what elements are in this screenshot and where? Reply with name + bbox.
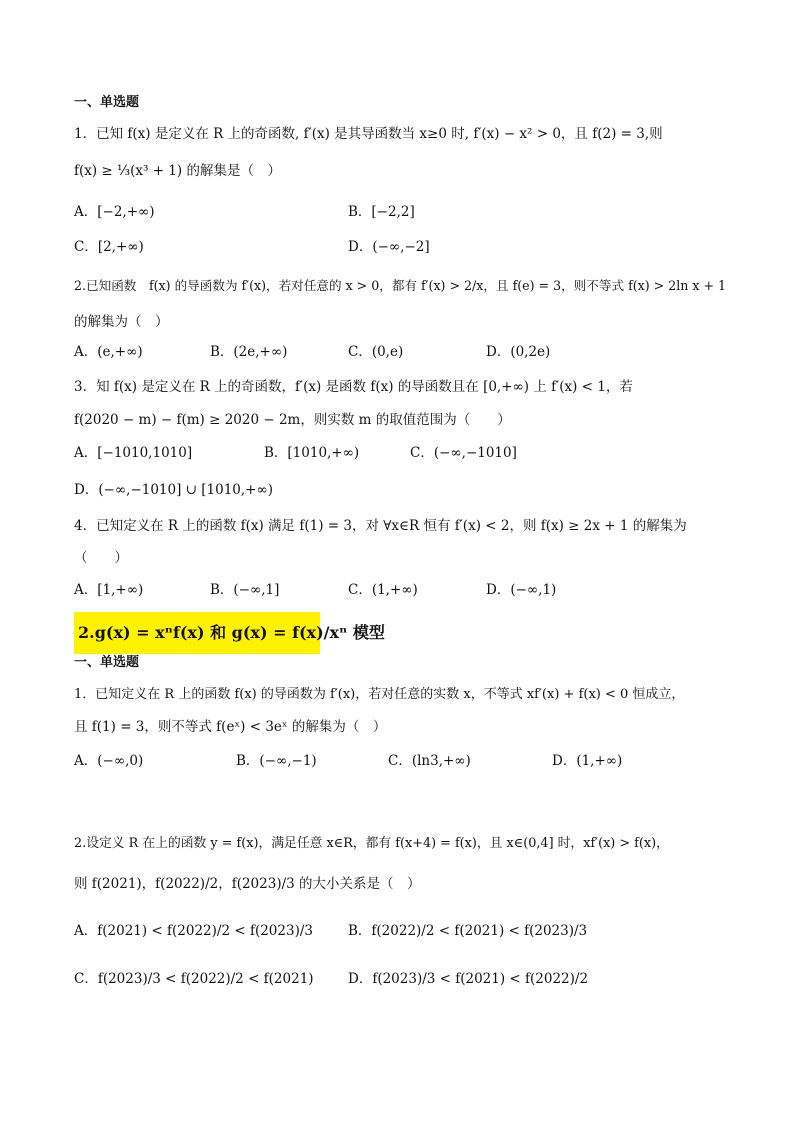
- q4-option-d: D．(−∞,1): [486, 582, 557, 598]
- s2-question-2-stem: 2.设定义 R 在上的函数 y = f(x)，满足任意 x∈R，都有 f(x+4) = f(x)，且 x∈(0,4] 时，xf′(x) > f(x)，: [74, 836, 669, 851]
- q1-option-b: B．[−2,2]: [348, 204, 415, 220]
- question-4-stem: 4．已知定义在 R 上的函数 f(x) 满足 f(1) = 3，对 ∀x∈R 恒有 f′(x) < 2，则 f(x) ≥ 2x + 1 的解集为: [74, 518, 687, 534]
- q1-option-a: A．[−2,+∞): [74, 204, 155, 220]
- question-2-stem-cont: 的解集为（ ）: [74, 314, 169, 330]
- question-3-stem-cont: f(2020 − m) − f(m) ≥ 2020 − 2m，则实数 m 的取值范围为（ ）: [74, 412, 511, 428]
- question-1-stem: 1．已知 f(x) 是定义在 R 上的奇函数, f′(x) 是其导函数当 x≥0 时, f′(x) − x² > 0，且 f(2) = 3,则: [74, 126, 663, 142]
- section-heading-2: 一、单选题: [74, 655, 140, 670]
- q3-option-b: B．[1010,+∞): [264, 445, 360, 461]
- question-2-stem: 2.已知函数 f(x) 的导函数为 f′(x)，若对任意的 x > 0，都有 f′(x) > 2/x，且 f(e) = 3，则不等式 f(x) > 2ln x + 1: [74, 278, 727, 293]
- s2-q1-option-b: B．(−∞,−1): [236, 753, 317, 769]
- question-3-stem: 3．知 f(x) 是定义在 R 上的奇函数，f′(x) 是函数 f(x) 的导函数且在 [0,+∞) 上 f′(x) < 1，若: [74, 379, 633, 395]
- s2-q2-option-d: D．f(2023)/3 < f(2021) < f(2022)/2: [348, 971, 589, 987]
- s2-q1-option-a: A．(−∞,0): [74, 753, 144, 769]
- q1-option-d: D．(−∞,−2]: [348, 239, 430, 255]
- q3-option-d: D．(−∞,−1010] ∪ [1010,+∞): [74, 482, 274, 498]
- s2-q2-option-a: A．f(2021) < f(2022)/2 < f(2023)/3: [74, 923, 313, 939]
- q1-option-c: C．[2,+∞): [74, 239, 144, 255]
- q2-option-b: B．(2e,+∞): [210, 344, 288, 360]
- q3-option-a: A．[−1010,1010]: [74, 445, 193, 461]
- s2-question-1-stem: 1．已知定义在 R 上的函数 f(x) 的导函数为 f′(x)，若对任意的实数 x，不等式 xf′(x) + f(x) < 0 恒成立，: [74, 687, 685, 702]
- s2-question-1-stem-cont: 且 f(1) = 3，则不等式 f(eˣ) < 3eˣ 的解集为（ ）: [74, 719, 387, 735]
- s2-q1-option-c: C．(ln3,+∞): [388, 753, 471, 769]
- q4-option-a: A．[1,+∞): [74, 582, 144, 598]
- q3-option-c: C．(−∞,−1010]: [410, 445, 517, 461]
- s2-q2-option-c: C．f(2023)/3 < f(2022)/2 < f(2021): [74, 971, 314, 987]
- question-4-stem-cont: （ ）: [74, 550, 128, 566]
- q4-option-b: B．(−∞,1]: [210, 582, 280, 598]
- question-1-stem-cont: f(x) ≥ ⅓(x³ + 1) 的解集是（ ）: [74, 163, 281, 179]
- q2-option-d: D．(0,2e): [486, 344, 551, 360]
- section-heading: 一、单选题: [74, 95, 140, 110]
- s2-q1-option-d: D．(1,+∞): [552, 753, 623, 769]
- q4-option-c: C．(1,+∞): [348, 582, 418, 598]
- model-title: 2.g(x) = xⁿf(x) 和 g(x) = f(x)/xⁿ 模型: [78, 623, 385, 642]
- s2-q2-option-b: B．f(2022)/2 < f(2021) < f(2023)/3: [348, 923, 588, 939]
- q2-option-c: C．(0,e): [348, 344, 404, 360]
- s2-question-2-stem-cont: 则 f(2021)，f(2022)/2，f(2023)/3 的大小关系是（ ）: [74, 876, 421, 892]
- q2-option-a: A．(e,+∞): [74, 344, 143, 360]
